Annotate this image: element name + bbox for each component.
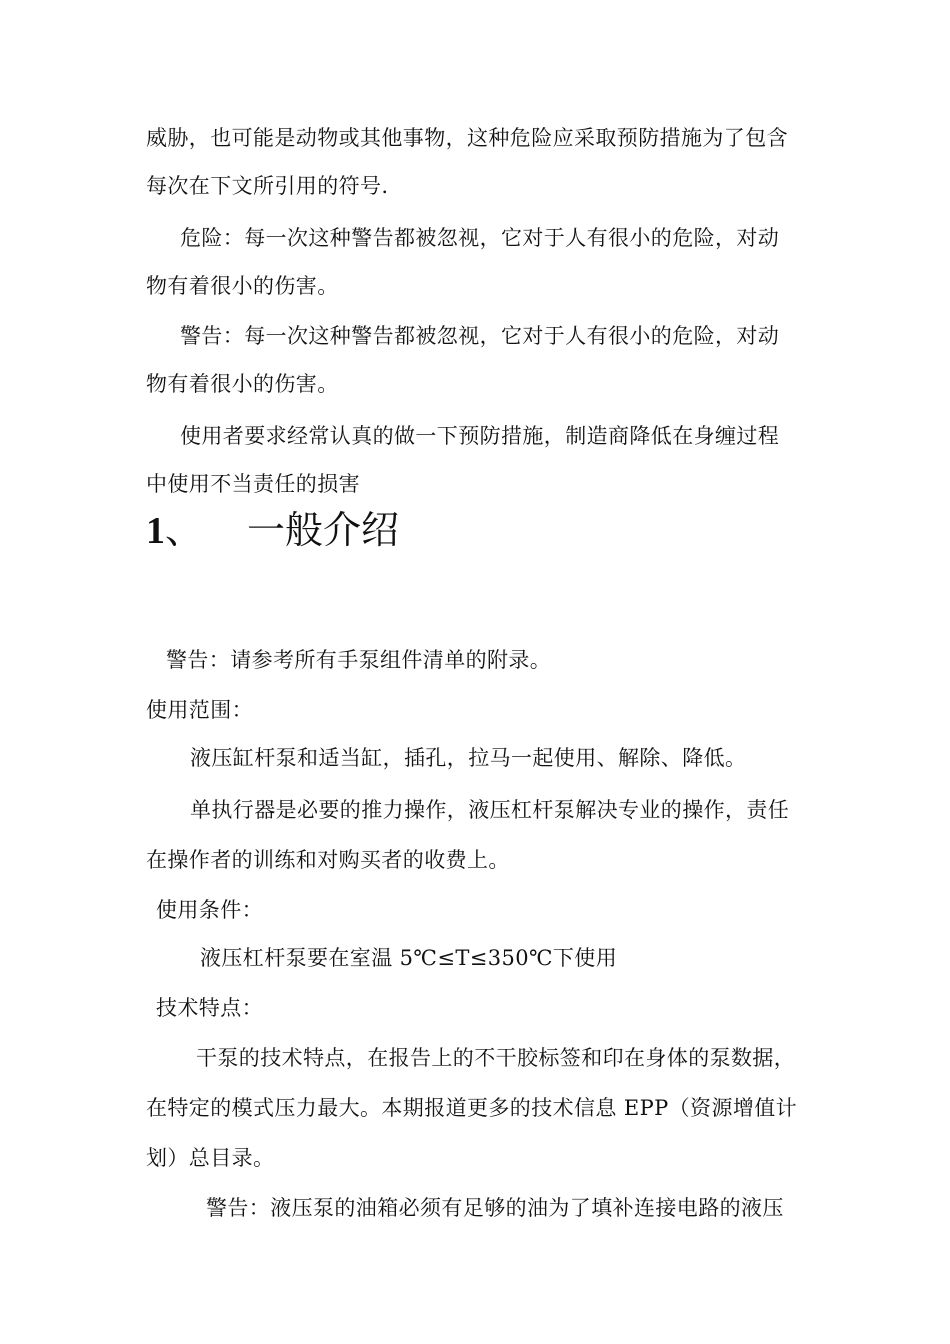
paragraph-line: 使用者要求经常认真的做一下预防措施，制造商降低在身缠过程 [180, 424, 780, 448]
section-separator: 、 [165, 508, 204, 552]
paragraph-line: 液压杠杆泵要在室温 5℃≤T≤350℃下使用 [200, 946, 618, 970]
paragraph-line: 干泵的技术特点，在报告上的不干胶标签和印在身体的泵数据， [196, 1046, 796, 1070]
subsection-label: 使用条件： [156, 898, 263, 922]
warning-note-line: 物有着很小的伤害。 [146, 372, 339, 396]
paragraph-line: 液压缸杆泵和适当缸，插孔，拉马一起使用、解除、降低。 [190, 746, 747, 770]
warning-note-line: 警告：每一次这种警告都被忽视，它对于人有很小的危险，对动 [180, 324, 780, 348]
section-number: 1 [146, 510, 165, 552]
paragraph-line: 每次在下文所引用的符号. [146, 174, 389, 198]
warning-note-line: 警告：液压泵的油箱必须有足够的油为了填补连接电路的液压 [206, 1196, 784, 1220]
paragraph-line: 在操作者的训练和对购买者的收费上。 [146, 848, 510, 872]
paragraph-line: 划）总目录。 [146, 1146, 275, 1170]
section-title: 一般介绍 [247, 508, 400, 552]
paragraph-line: 威胁，也可能是动物或其他事物，这种危险应采取预防措施为了包含 [146, 126, 788, 150]
paragraph-line: 单执行器是必要的推力操作，液压杠杆泵解决专业的操作，责任 [190, 798, 790, 822]
warning-note-line: 警告：请参考所有手泵组件清单的附录。 [166, 648, 552, 672]
danger-note-line: 物有着很小的伤害。 [146, 274, 339, 298]
subsection-label: 使用范围： [146, 698, 253, 722]
danger-note-line: 危险：每一次这种警告都被忽视，它对于人有很小的危险，对动 [180, 226, 780, 250]
paragraph-line: 中使用不当责任的损害 [146, 472, 360, 496]
subsection-label: 技术特点： [156, 996, 263, 1020]
paragraph-line: 在特定的模式压力最大。本期报道更多的技术信息 EPP（资源增值计 [146, 1096, 798, 1120]
section-heading [146, 506, 399, 555]
